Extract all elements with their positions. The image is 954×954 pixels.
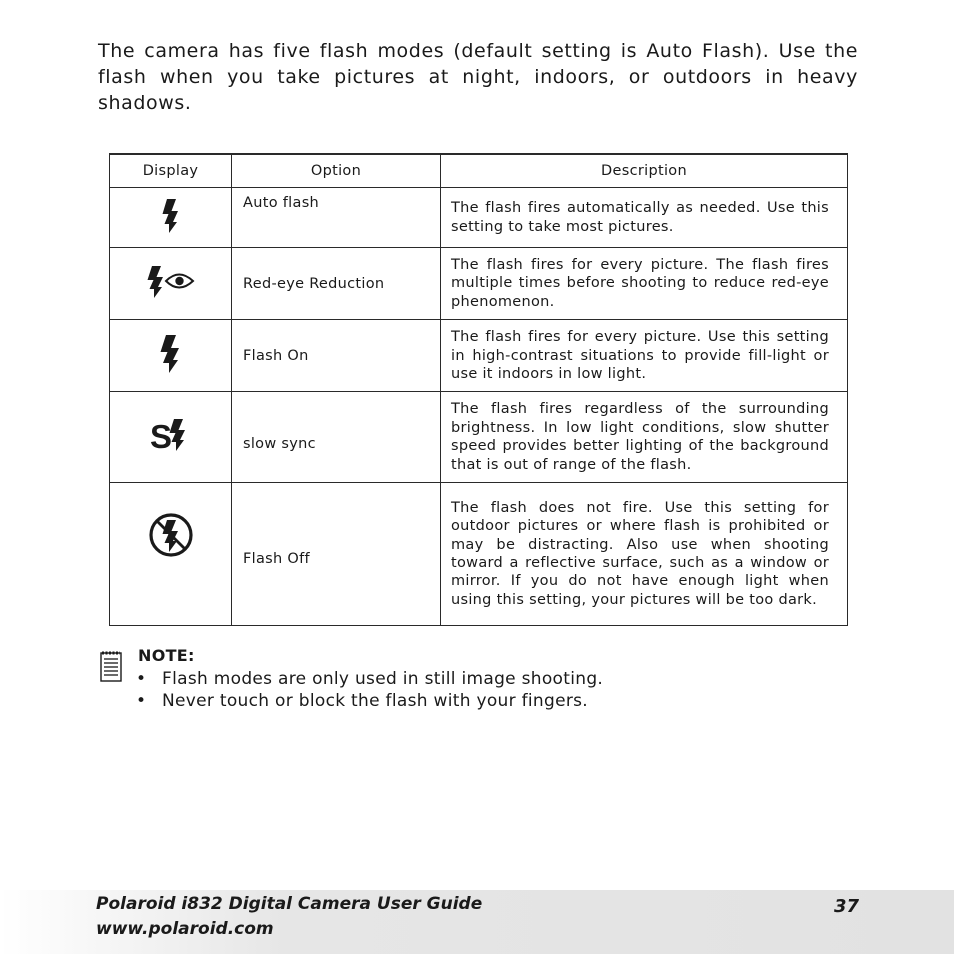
- flash-modes-table: [109, 153, 848, 626]
- display-cell: [110, 320, 232, 392]
- display-cell: [110, 392, 232, 483]
- list-item: [134, 690, 603, 712]
- page-footer: [0, 890, 954, 954]
- flash-on-icon: [157, 334, 185, 374]
- table-row: [110, 392, 848, 483]
- description-cell: The flash fires automatically as needed. Use this setting to take most pictures.: [441, 188, 848, 248]
- option-cell: Flash Off: [232, 483, 441, 626]
- auto-flash-icon: [159, 198, 183, 234]
- table-row: [110, 248, 848, 320]
- description-cell: The flash does not fire. Use this setting for outdoor pictures or where flash is prohibited or may be distracting. Also use when shooting toward a reflective surface, such as a window or mirror. If you do not have enough light when using this setting, your pictures will be too dark.: [441, 483, 848, 626]
- notepad-icon: [100, 650, 122, 682]
- option-cell: Auto flash: [232, 188, 441, 248]
- bullet-icon: •: [136, 691, 147, 711]
- description-cell: The flash fires for every picture. The flash fires multiple times before shooting to reduce red-eye phenomenon.: [441, 248, 848, 320]
- guide-title: Polaroid i832 Digital Camera User Guide: [96, 894, 483, 914]
- slow-sync-icon: [150, 417, 192, 453]
- note-list: [134, 668, 603, 712]
- display-cell: [110, 483, 232, 626]
- intro-paragraph: The camera has five flash modes (default setting is Auto Flash). Use the flash when you take pictures at night, indoors, or outdoors in heavy shadows.: [98, 40, 858, 114]
- description-cell: The flash fires regardless of the surrounding brightness. In low light conditions, slow shutter speed provides better lighting of the background that is out of range of the flash.: [441, 392, 848, 483]
- table-row: [110, 483, 848, 626]
- list-item: [134, 668, 603, 690]
- display-cell: [110, 188, 232, 248]
- page-number: 37: [834, 896, 860, 917]
- option-cell: Red-eye Reduction: [232, 248, 441, 320]
- red-eye-reduction-icon: [146, 265, 196, 299]
- header-option: Option: [232, 154, 441, 188]
- description-cell: The flash fires for every picture. Use this setting in high-contrast situations to provide fill-light or use it indoors in low light.: [441, 320, 848, 392]
- option-cell: slow sync: [232, 392, 441, 483]
- header-display: Display: [110, 154, 232, 188]
- svg-text:S: S: [149, 418, 172, 454]
- header-description: Description: [441, 154, 848, 188]
- bullet-icon: •: [136, 669, 147, 689]
- table-row: [110, 188, 848, 248]
- option-cell: Flash On: [232, 320, 441, 392]
- note-item-text: Flash modes are only used in still image shooting.: [162, 669, 604, 689]
- table-row: [110, 320, 848, 392]
- flash-off-icon: [148, 512, 194, 558]
- website-url: www.polaroid.com: [96, 919, 274, 939]
- display-cell: [110, 248, 232, 320]
- note-title: NOTE:: [138, 646, 195, 665]
- note-item-text: Never touch or block the flash with your fingers.: [162, 691, 589, 711]
- table-header-row: [110, 154, 848, 188]
